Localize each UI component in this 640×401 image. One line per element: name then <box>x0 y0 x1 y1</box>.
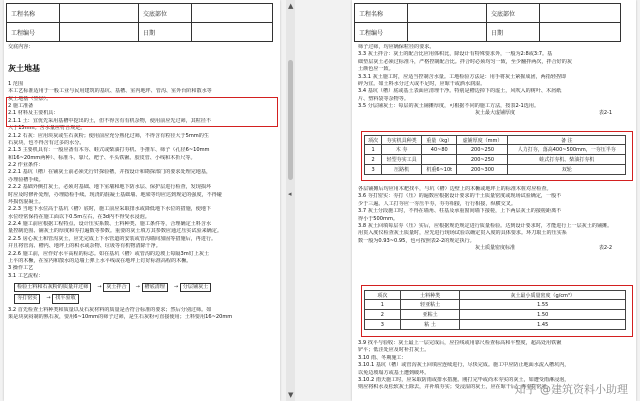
text-line: 2.2.2 基础外侧打灰土，必须对基础、地下室墙和地下防水层、保护层进行检查，发现损坏 <box>8 184 212 191</box>
document-page-left <box>4 0 280 401</box>
text-line: 灰土地基（垫层）。 <box>8 95 52 102</box>
text-line: 2.1 材料及主要机具： <box>8 110 59 117</box>
table-cell: 木 夯 <box>382 145 422 155</box>
table-cell: 2 <box>365 155 382 165</box>
text-line: 水位经常保持在施工面以下0.5m左右，在3d内不得受水浸泡。 <box>8 213 150 220</box>
handover-part-value <box>192 4 273 23</box>
text-line: 筛子过筛，均应确保粒径的要求。 <box>358 44 435 50</box>
table-cell: 3 <box>365 320 401 330</box>
flow-step: 灰土拌合 <box>103 283 129 292</box>
table1-caption <box>358 110 632 117</box>
text-line: 3.2 首先检查土料种类和质量以及石灰材料的质量是否符合标准的要求；然后分别过筛。如 <box>8 306 212 313</box>
table-cell: 1.45 <box>460 320 626 330</box>
header-table-right <box>354 3 621 42</box>
table-cell: 2 <box>365 310 401 320</box>
text-line: 办理验槽手续。 <box>8 176 44 183</box>
project-number-label: 工程编号 <box>355 23 408 42</box>
table-cell: 亚粘土 <box>400 310 460 320</box>
table-header-cell: 土料种类 <box>400 291 460 300</box>
project-number-value <box>408 23 487 42</box>
table-cell: 双轮 <box>508 165 626 175</box>
project-name-label: 工程名称 <box>355 4 408 23</box>
flow-step: 槽底清理 <box>142 283 168 292</box>
table-cell: 200~300 <box>457 165 508 175</box>
text-line: 碎为宜。如土料水分过大或不足时，应晾干或洒水润湿。 <box>358 80 486 87</box>
handover-content-label: 交底内容： <box>8 44 34 50</box>
table-header-cell: 项次 <box>365 291 401 300</box>
text-line: 3 操作工艺 <box>8 265 34 272</box>
table-cell: 1.55 <box>460 300 626 310</box>
text-line: 2 施工准备 <box>8 103 34 110</box>
text-line: 本工艺标准适用于一般工业与民用建筑的基坑、基槽、室内地坪、管沟、室外台阶和散水等 <box>8 88 212 95</box>
text-line: 片、塑料袋等杂物等。 <box>358 95 409 102</box>
date-label: 日期 <box>139 23 192 42</box>
highlight-box-scope <box>6 97 278 127</box>
text-line: 大于15mm。含水量应符合规定。 <box>8 125 86 132</box>
handover-part-label: 交底部位 <box>487 4 540 23</box>
text-line: 3.8 灰土回填每层夯（压）实后，应根据规范规定进行质量检验。达到设计要求时，才能进行上一层灰土的铺摊。 <box>358 222 613 229</box>
table-cell: 人力打夯，落高400~500mm，一夯压半夯 <box>508 145 626 155</box>
table-cell: 40~80 <box>422 145 457 155</box>
text-line: 3.9 找平与验收：灰土最上一层完成后，应拉线或用靠尺检查标高和平整度，超高处用铁锹 <box>358 340 562 346</box>
text-line: 时应及时修补处理，办理隐检手续。现浇的混凝土基础墙、地梁等均应达到规定的强度，不得碰 <box>8 191 222 198</box>
table-cell: 200~250 <box>457 145 508 155</box>
right-body-mid <box>358 186 632 252</box>
text-line: 3.10.2 雨天施工时，应采取防雨或排水措施。刚打完毕或尚未夯实的灰土，如遭受雨淋浸泡， <box>358 376 570 383</box>
text-line: 3.6 夯打密实：夯打（压）的遍数应根据设计要求的干土质量密度或现场试验确定，一般不 <box>358 193 562 200</box>
table-cell: 蛙式打夯机、柴油打夯机 <box>508 155 626 165</box>
table2-title: 灰土质量密度标准 <box>474 245 515 251</box>
text-line: 3.7 灰土分段施工时，不得在墙角、柱基及承重窗间墙下接槎，上下两层灰土的接槎距离不 <box>358 208 562 215</box>
text-line: 2.2.5 房心灰土和管沟灰土，应先完成上下水管道的安装或管沟墙间加固等措施后，再进行。 <box>8 235 217 242</box>
text-line: 数一般为0.93~0.95，也可按照表2-2的规定执行。 <box>358 237 475 244</box>
text-line: 3.3.1 灰土施工时，应适当控制含水量。工地检验方法是：用手将灰土紧握成团，两指轻捏即 <box>358 73 567 80</box>
text-line: 2.2.3 当地下水位高于基坑（槽）底时，施工前应采取排水或降低地下水位的措施，使地下 <box>8 206 212 213</box>
text-line: 2.1.2 石灰：应用块灰或生石灰粉；使用前应充分熟化过筛，不得含有粒径大于5mm的生 <box>8 132 209 139</box>
left-body <box>8 44 276 322</box>
text-line: 2.1.1 土：宜优先采用基槽中挖出的土，但不得含有有机杂物，使用前应先过筛，其粒径不 <box>8 117 212 124</box>
table-header-cell: 重量（kg） <box>422 136 457 145</box>
text-line: 3.4 基坑（槽）底或基土表面应清理干净。特别是槽边掉下的虚土，风吹入的树叶、木屑纸 <box>358 88 562 95</box>
table-cell: 机重6~10t <box>422 165 457 175</box>
text-line: 并且将管沟、槽内、地坪上的积水或杂物、垃圾等有机物清除干净。 <box>8 243 161 250</box>
project-number-label: 工程编号 <box>7 23 60 42</box>
text-line: 坏损伤混凝土。 <box>8 198 44 205</box>
date-value <box>192 23 273 42</box>
project-name-value <box>60 4 139 23</box>
text-line: 以免边坡塌方或基土遭到破坏。 <box>358 369 430 376</box>
scroll-down-icon[interactable]: ▼ <box>288 391 294 399</box>
table2-caption <box>358 245 632 252</box>
table-cell: 轻型夯实工具 <box>382 155 422 165</box>
table-cell: 3 <box>365 165 382 175</box>
text-line: 上平的木橛，在室内和散水的边墙上弹上水平线或在地坪上钉好标准高程的木橛。 <box>8 257 192 264</box>
project-name-value <box>408 4 487 23</box>
table1-title: 灰土最大虚铺厚度 <box>474 110 515 117</box>
table-header-cell: 虚铺厚度（mm） <box>457 136 508 145</box>
watermark: 知乎 @建筑资料小助理 <box>514 383 628 396</box>
text-line: 2.1.3 主要机具有：一般应备有木夯、蛙式或柴油打夯机、手推车、筛子（孔径6~10mm <box>8 147 210 154</box>
table2-number: 表2-2 <box>598 245 612 251</box>
text-line: 3.3 灰土拌合：灰土的配合比应用体积比，除设计有特殊要求外，一般为2:8或3:7。基 <box>358 51 553 58</box>
process-flow-2: 夯打密实 → 找平验收 <box>14 294 276 303</box>
handover-part-value <box>540 4 621 23</box>
flow-step: 检验土料和石灰粉的质量并过筛 <box>14 283 91 292</box>
text-line: 果是块灰闷制的熟石灰，要用6~10mm的筛子过筛，是生石灰粉可直接使用；土料要用16~20mm <box>8 314 233 321</box>
scroll-left-icon[interactable]: ◂ <box>288 190 292 198</box>
scrollbar-thumb[interactable] <box>288 60 293 180</box>
table-cell: 轻亚粘土 <box>400 300 460 310</box>
text-line: 铲平；低洼处应及时补打灰土。 <box>358 347 430 354</box>
text-line: 2.2.4 施工前应根据工程特点、设计压实系数、土料种类、施工条件等，合理确定土料含水 <box>8 221 212 228</box>
table-header-cell: 备 注 <box>508 136 626 145</box>
handover-part-label: 交底部位 <box>139 4 192 23</box>
project-number-value <box>60 23 139 42</box>
table-cell: 压路机 <box>382 165 422 175</box>
text-line: 石灰块，也不得含有过多的水分。 <box>8 139 85 146</box>
text-line: 3.5 分层铺灰土：每层的灰土铺摊厚度，可根据不同的施工方法，按表2-1选用。 <box>358 103 540 109</box>
flow-step: 找平验收 <box>52 294 78 303</box>
text-line: 2.2 作业条件： <box>8 162 44 169</box>
text-line: 得小于500mm。 <box>358 215 399 222</box>
process-flow: 检验土料和石灰粉的质量并过筛 → 灰土拌合 → 槽底清理 → 分层铺灰土 <box>14 283 276 292</box>
text-line: 少于三遍。人工打夯应一夯压半夯，夯夯相接，行行相接，纵横交叉。 <box>358 200 516 207</box>
table-cell: 1 <box>365 145 382 155</box>
text-line: 3.1 工艺流程： <box>8 272 44 279</box>
table-cell: 1 <box>365 300 401 310</box>
text-line: 3.10 雨、冬期施工： <box>358 354 407 361</box>
text-line: 1 范围 <box>8 80 24 87</box>
table-header-cell: 项次 <box>365 136 382 145</box>
table-header-cell: 灰土最小质量密度（g/cm³） <box>460 291 626 300</box>
highlight-box-table2 <box>361 285 633 337</box>
right-body-top <box>358 44 632 118</box>
text-line: 量控制范围、铺灰土的厚度和夯打遍数等参数。重要的灰土填方其参数应通过压实试验来确定。 <box>8 228 222 235</box>
table-cell: 200~250 <box>457 155 508 165</box>
table1-number: 表2-1 <box>598 110 612 117</box>
flow-step: 夯打密实 <box>14 294 40 303</box>
text-line: 土颜色应一致。 <box>358 66 394 73</box>
text-line: 础垫层灰土必须过标准斗，严格控制配合比。拌合时必须均匀一致，至少翻拌两次，拌合好的灰 <box>358 58 572 65</box>
text-line: 2.2.1 基坑（槽）在铺灰土前必须先行钎探验槽，并按设计和勘探部门的要求处理完地基， <box>8 169 212 176</box>
document-page-right <box>352 0 636 401</box>
left-bottom-lines <box>8 307 276 322</box>
table-header-cell: 夯实机具种类 <box>382 136 422 145</box>
date-label: 日期 <box>487 23 540 42</box>
highlight-box-table1 <box>361 131 633 181</box>
text-line: 2.2.6 施工前，应作好水平高程的标志。如在基坑（槽）或管沟的边坡上每隔3m钉上灰土 <box>8 250 210 257</box>
text-line: 用贯入度仪检查灰土质量时，应先进行现场试验以确定贯入度的具体要求。环刀取土的压实系 <box>358 230 567 237</box>
scroll-up-icon[interactable]: ▲ <box>288 2 294 10</box>
section-title: 灰土地基 <box>8 64 40 74</box>
text-line: 3.10.1 基坑（槽）或管沟灰土回填应连续进行，尽快完成。施工中应防止地面水流入槽坑内， <box>358 362 570 369</box>
date-value <box>540 23 621 42</box>
text-line: 则应将积水及松软灰土除去，并补填夯实；受浸湿的灰土，应在晾干后，再夯打密实。 <box>358 384 552 391</box>
table-cell: 1.50 <box>460 310 626 320</box>
project-name-label: 工程名称 <box>7 4 60 23</box>
flow-step: 分层铺灰土 <box>180 283 211 292</box>
table-cell: 粘 土 <box>400 320 460 330</box>
text-line: 和16~20mm两种）、标准斗、靠尺、耙子、平头铁锹、胶皮管、小线和木折尺等。 <box>8 154 196 161</box>
text-line: 各层铺摊后均应用木耙找平，与坑（槽）边壁上的木橛或地坪上的标准木桩对应检查。 <box>358 186 552 192</box>
header-table-left <box>6 3 273 42</box>
